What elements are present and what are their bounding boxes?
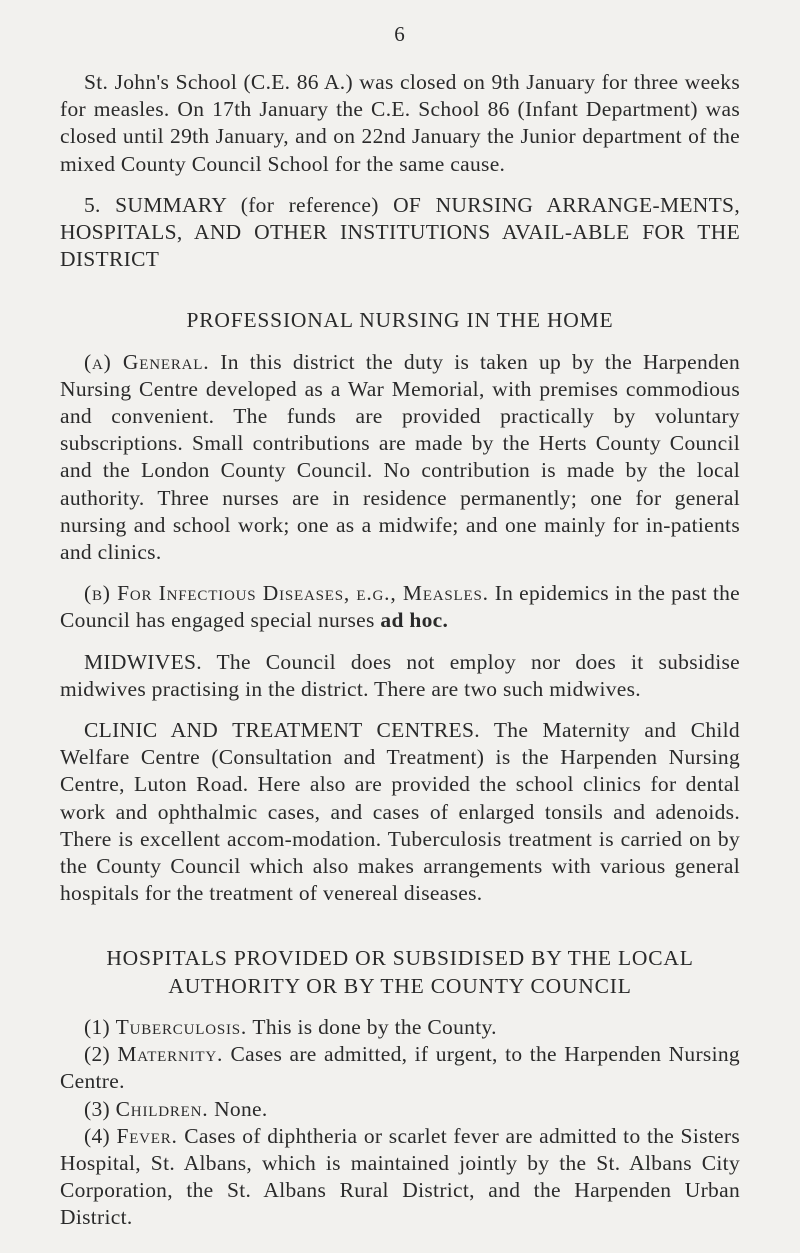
hospital-item: [60, 1014, 740, 1041]
midwives-paragraph: [60, 649, 740, 703]
clinic-paragraph: [60, 717, 740, 907]
section-heading-nursing: PROFESSIONAL NURSING IN THE HOME: [186, 308, 614, 333]
summary-heading: 5. SUMMARY (for reference) OF NURSING ARRANGE-MENTS, HOSPITALS, AND OTHER INSTITUTIONS AVAIL-ABLE FOR THE DISTRICT: [60, 192, 740, 272]
page-number: 6: [394, 22, 406, 46]
hospital-item-text: None.: [214, 1096, 268, 1121]
clinic-text: The Maternity and Child Welfare Centre (Consultation and Treatment) is the Harpenden Nursing Centre, Luton Road. Here also are provided the school clinics for dental work and ophthalmic cases, and cases of enlarged tonsils and adenoids. There is excellent accom-modation. Tuberculosis treatment is carried on by the County Council which also makes arrangements with various general hospitals for the treatment of venereal diseases.: [60, 718, 740, 906]
general-text: In this district the duty is taken up by the Harpenden Nursing Centre developed as a War Memorial, with premises commodious and convenient. The funds are provided practically by voluntary subscriptions. Small contributions are made by the Herts County Council and the London County Council. No contribution is made by the local authority. Three nurses are in residence permanently; one for general nursing and school work; one as a midwife; and one mainly for in-patients and clinics.: [60, 349, 740, 565]
hospital-item-label: Maternity.: [117, 1042, 224, 1067]
infectious-text: In epidemics in the past the Council has engaged special nurses: [60, 581, 740, 633]
hospital-item-number: (2): [84, 1042, 110, 1067]
hospital-item-number: (3): [84, 1096, 110, 1121]
intro-paragraph: St. John's School (C.E. 86 A.) was closed on 9th January for three weeks for measles. On 17th January the C.E. School 86 (Infant Department) was closed until 29th January, and on 22nd January the Junior department of the mixed County Council School for the same cause.: [60, 70, 740, 176]
section-heading-hospitals: HOSPITALS PROVIDED OR SUBSIDISED BY THE LOCAL AUTHORITY OR BY THE COUNTY COUNCIL: [106, 946, 694, 998]
clinic-label: CLINIC AND TREATMENT CENTRES.: [84, 718, 480, 743]
hospital-item-label: Tuberculosis.: [115, 1014, 248, 1039]
hospital-item: [60, 1096, 740, 1123]
general-nursing-paragraph: [60, 349, 740, 567]
hospital-item-text: Cases are admitted, if urgent, to the Harpenden Nursing Centre.: [60, 1042, 740, 1094]
hospital-item-number: (4): [84, 1123, 110, 1148]
hospital-item-number: (1): [84, 1014, 110, 1039]
midwives-label: MIDWIVES.: [84, 649, 202, 674]
infectious-diseases-paragraph: [60, 580, 740, 634]
midwives-text: The Council does not employ nor does it subsidise midwives practising in the district. There are two such midwives.: [60, 649, 740, 701]
hospital-item-text: Cases of diphtheria or scarlet fever are admitted to the Sisters Hospital, St. Albans, which is maintained jointly by the St. Albans City Corporation, the St. Albans Rural District, and the Harpenden Urban District.: [60, 1123, 740, 1230]
ad-hoc-emphasis: ad hoc.: [380, 608, 449, 633]
hospital-item-text: This is done by the County.: [252, 1014, 497, 1039]
general-label: (a) General.: [84, 349, 210, 374]
hospital-item-label: Children.: [115, 1096, 209, 1121]
hospital-item-label: Fever.: [116, 1123, 178, 1148]
hospital-item: [60, 1123, 740, 1232]
infectious-label: (b) For Infectious Diseases, e.g., Measles.: [84, 581, 489, 606]
document-page: [60, 22, 740, 1232]
hospital-item: [60, 1041, 740, 1095]
